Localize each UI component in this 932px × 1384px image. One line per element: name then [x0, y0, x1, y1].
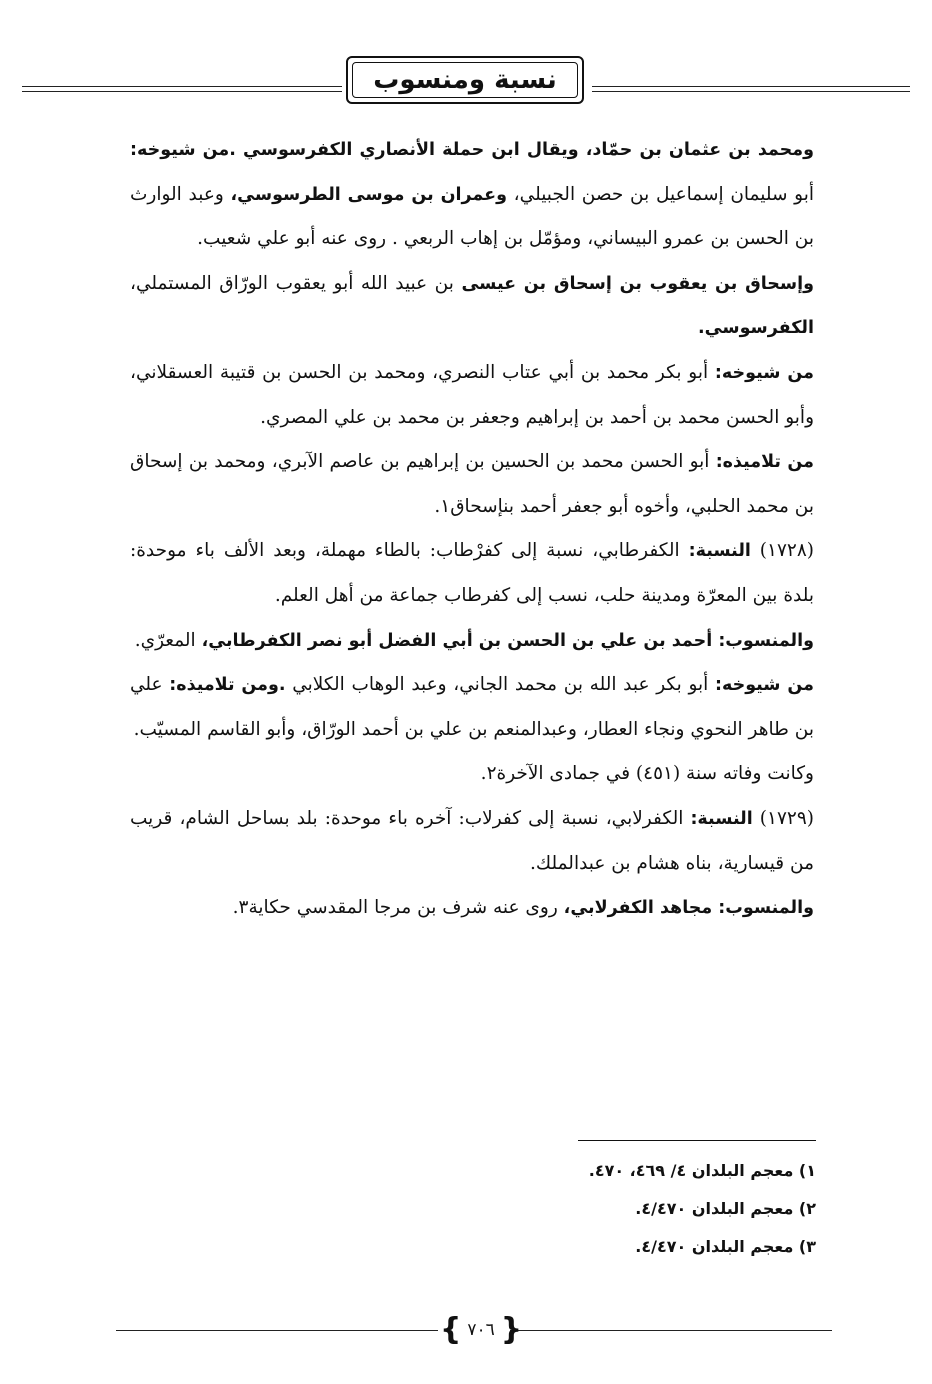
paragraph-4: [130, 440, 814, 529]
plain-text: أبو سليمان إسماعيل بن حصن الجبيلي،: [506, 183, 814, 205]
entry-number: (١٧٢٩): [752, 807, 814, 829]
page-header-title: نسبة ومنسوب: [373, 65, 557, 95]
bold-text: الكفرسوسي.: [698, 318, 814, 339]
plain-text: الكفرلابي، نسبة إلى كفرلاب: آخره باء موحدة: بلد بساحل الشام، قريب من قيسارية، بناه هشام بن عبدالملك.: [130, 807, 814, 874]
plain-text: روى عنه شرف بن مرجا المقدسي حكاية٣.: [232, 897, 564, 919]
footnote-3: ٣) معجم البلدان ٤/٤٧٠.: [635, 1237, 816, 1256]
bold-text: والمنسوب: أحمد بن علي بن الحسن بن أبي الفضل أبو نصر الكفرطابي،: [201, 630, 814, 651]
plain-text: وكانت وفاته سنة (٤٥١) في جمادى الآخرة٢.: [480, 763, 814, 785]
footnote-2: ٢) معجم البلدان ٤/٤٧٠.: [635, 1199, 816, 1218]
plain-text: أبو بكر عبد الله بن محمد الجاني، وعبد الوهاب الكلابي: [285, 674, 715, 696]
bold-text: النسبة:: [690, 808, 753, 829]
bold-text: من شيوخه:: [714, 675, 814, 696]
main-text: [130, 128, 814, 931]
paragraph-2: [130, 262, 814, 351]
paragraph-6: [130, 619, 814, 664]
paragraph-7: [130, 663, 814, 752]
plain-text: أبو بكر محمد بن أبي عتاب النصري، ومحمد بن الحسن بن قتيبة العسقلاني، وأبو الحسن محمد بن أحمد بن إبراهيم وجعفر بن محمد بن علي المصري.: [130, 361, 814, 428]
page-number: ٧٠٦: [467, 1320, 495, 1340]
footnote-1: ١) معجم البلدان ٤/ ٤٦٩، ٤٧٠.: [588, 1161, 816, 1180]
header-rule-right: [592, 86, 910, 92]
page-number-rule-left: [116, 1330, 438, 1331]
paragraph-3: [130, 351, 814, 440]
page-number-box: [440, 1312, 523, 1347]
bold-text: .ومن تلاميذه:: [169, 675, 286, 696]
bold-text: وعمران بن موسى الطرسوسي،: [230, 184, 507, 205]
paragraph-8: [130, 752, 814, 797]
footnotes: [589, 1152, 816, 1266]
plain-text: أبو الحسن محمد بن الحسين بن إبراهيم بن عاصم الآبري، ومحمد بن إسحاق بن محمد الحلبي، وأخوه أبو جعفر أحمد بنإسحاق١.: [130, 451, 814, 517]
footnote-separator: [578, 1140, 816, 1141]
paragraph-5: [130, 529, 814, 618]
bracket-right-icon: }: [500, 1312, 523, 1347]
bold-text: وإسحاق بن يعقوب بن إسحاق بن عيسى: [461, 273, 814, 294]
header-title-frame: [346, 56, 584, 104]
plain-text: بن عبيد الله أبو يعقوب الورّاق المستملي،: [130, 272, 462, 294]
paragraph-10: [130, 886, 814, 931]
page-number-rule-right: [510, 1330, 832, 1331]
bold-text: من شيوخه:: [714, 362, 814, 383]
plain-text: علي بن طاهر النحوي ونجاء العطار، وعبدالمنعم بن علي بن أحمد الورّاق، وأبو القاسم المسيّب.: [130, 674, 814, 740]
plain-text: المعرّي.: [134, 629, 202, 651]
plain-text: الكفرطابي، نسبة إلى كفرْطاب: بالطاء مهملة، وبعد الألف باء موحدة: بلدة بين المعرّة ومدينة حلب، نسب إلى كفرطاب جماعة من أهل العلم.: [130, 540, 814, 606]
bold-text: من تلاميذه:: [715, 452, 815, 473]
bracket-left-icon: {: [440, 1312, 462, 1347]
header-rule-left: [22, 86, 342, 92]
paragraph-9: [130, 797, 814, 886]
bold-text: والمنسوب: مجاهد الكفرلابي،: [563, 898, 814, 919]
bold-text: النسبة:: [688, 541, 751, 562]
entry-number: (١٧٢٨): [750, 540, 814, 562]
bold-text: ومحمد بن عثمان بن حمّاد، ويقال ابن حملة الأنصاري الكفرسوسي .من شيوخه:: [130, 140, 814, 160]
plain-text: وعبد الوارث بن الحسن بن عمرو البيساني، ومؤمّل بن إهاب الربعي . روى عنه أبو علي شعيب.: [130, 183, 814, 250]
paragraph-1: [130, 128, 814, 262]
